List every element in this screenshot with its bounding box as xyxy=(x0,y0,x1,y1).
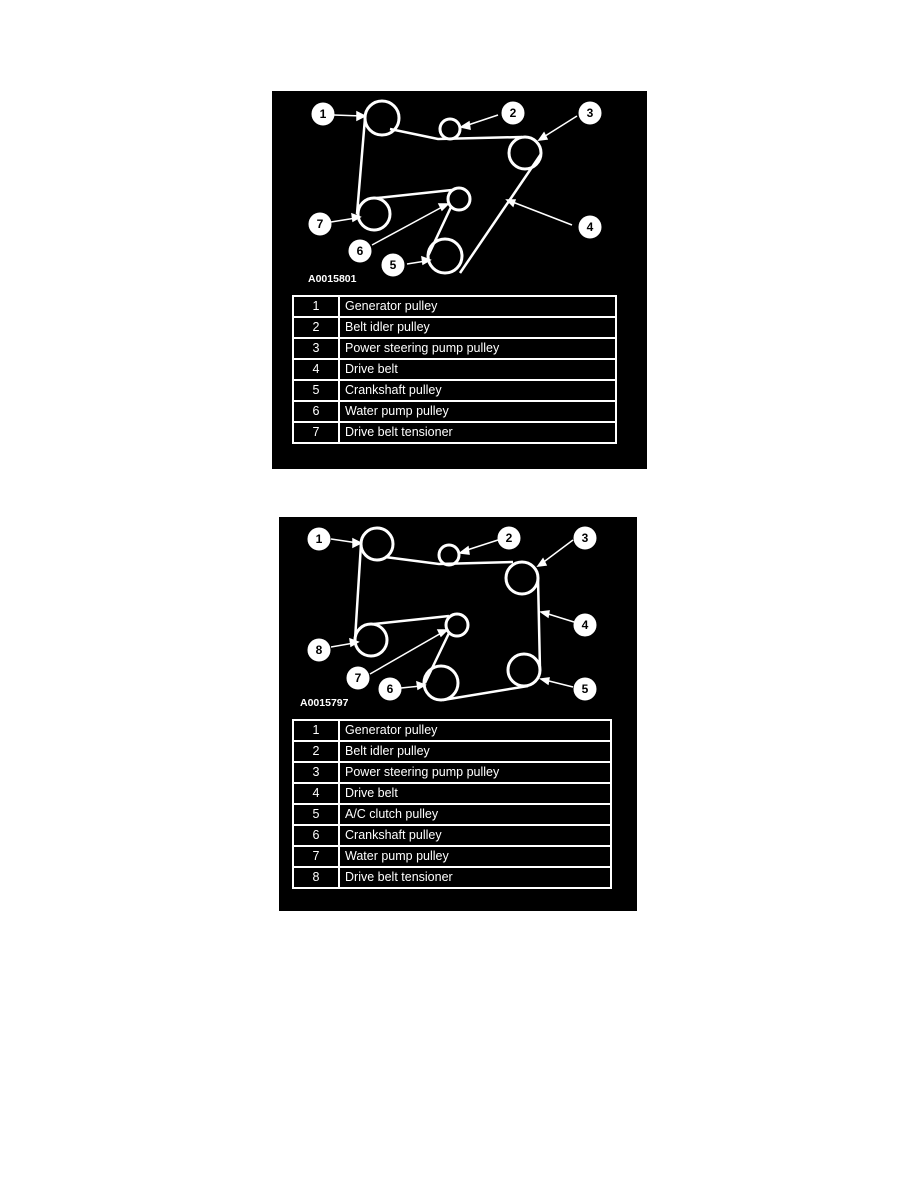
legend-number: 1 xyxy=(293,720,339,741)
legend-row xyxy=(293,804,611,825)
legend-row xyxy=(293,422,616,443)
legend-label: Water pump pulley xyxy=(339,846,611,867)
legend-row xyxy=(293,741,611,762)
legend-label: Drive belt tensioner xyxy=(339,867,611,888)
legend-row xyxy=(293,359,616,380)
callout-6: 6 xyxy=(386,682,394,696)
legend-table-1 xyxy=(292,295,617,444)
belt-idler-pulley xyxy=(440,119,460,139)
figure-id: A0015801 xyxy=(308,273,357,285)
callout-4: 4 xyxy=(581,618,589,632)
legend-number: 1 xyxy=(293,296,339,317)
callout-5: 5 xyxy=(389,258,397,272)
callout-1: 1 xyxy=(315,532,323,546)
generator-pulley xyxy=(361,528,393,560)
legend-row xyxy=(293,720,611,741)
legend-number: 6 xyxy=(293,825,339,846)
callout-2: 2 xyxy=(505,531,513,545)
legend-number: 4 xyxy=(293,783,339,804)
power-steering-pump-pulley xyxy=(509,137,541,169)
legend-label: Drive belt xyxy=(339,359,616,380)
callout-3: 3 xyxy=(586,106,594,120)
legend-number: 5 xyxy=(293,804,339,825)
callout-7: 7 xyxy=(316,217,324,231)
legend-label: Belt idler pulley xyxy=(339,317,616,338)
legend-row xyxy=(293,846,611,867)
drive-belt-tensioner xyxy=(358,198,390,230)
power-steering-pump-pulley xyxy=(506,562,538,594)
legend-row xyxy=(293,401,616,422)
legend-row xyxy=(293,296,616,317)
belt-diagram-2 xyxy=(279,517,637,911)
legend-number: 2 xyxy=(293,317,339,338)
legend-label: Drive belt tensioner xyxy=(339,422,616,443)
legend-number: 7 xyxy=(293,846,339,867)
callout-7: 7 xyxy=(354,671,362,685)
legend-row xyxy=(293,783,611,804)
legend-number: 5 xyxy=(293,380,339,401)
legend-label: Generator pulley xyxy=(339,720,611,741)
callout-6: 6 xyxy=(356,244,364,258)
legend-number: 3 xyxy=(293,762,339,783)
callout-3: 3 xyxy=(581,531,589,545)
legend-label: Power steering pump pulley xyxy=(339,338,616,359)
callout-5: 5 xyxy=(581,682,589,696)
legend-row xyxy=(293,825,611,846)
callout-4: 4 xyxy=(586,220,594,234)
legend-label: Crankshaft pulley xyxy=(339,825,611,846)
legend-label: Belt idler pulley xyxy=(339,741,611,762)
legend-row xyxy=(293,762,611,783)
legend-row xyxy=(293,317,616,338)
legend-label: Crankshaft pulley xyxy=(339,380,616,401)
crankshaft-pulley xyxy=(424,666,458,700)
legend-number: 4 xyxy=(293,359,339,380)
legend-number: 3 xyxy=(293,338,339,359)
legend-row xyxy=(293,380,616,401)
water-pump-pulley xyxy=(446,614,468,636)
callout-1: 1 xyxy=(319,107,327,121)
legend-table-2 xyxy=(292,719,612,889)
callout-2: 2 xyxy=(509,106,517,120)
belt-idler-pulley xyxy=(439,545,459,565)
legend-number: 6 xyxy=(293,401,339,422)
legend-label: Generator pulley xyxy=(339,296,616,317)
drive-belt-tensioner xyxy=(355,624,387,656)
legend-label: Drive belt xyxy=(339,783,611,804)
ac-clutch-pulley xyxy=(508,654,540,686)
legend-row xyxy=(293,338,616,359)
legend-label: Power steering pump pulley xyxy=(339,762,611,783)
legend-label: Water pump pulley xyxy=(339,401,616,422)
figure-id: A0015797 xyxy=(300,697,349,709)
belt-diagram-1 xyxy=(272,91,647,469)
legend-number: 7 xyxy=(293,422,339,443)
legend-label: A/C clutch pulley xyxy=(339,804,611,825)
legend-row xyxy=(293,867,611,888)
legend-number: 2 xyxy=(293,741,339,762)
legend-number: 8 xyxy=(293,867,339,888)
callout-8: 8 xyxy=(315,643,323,657)
